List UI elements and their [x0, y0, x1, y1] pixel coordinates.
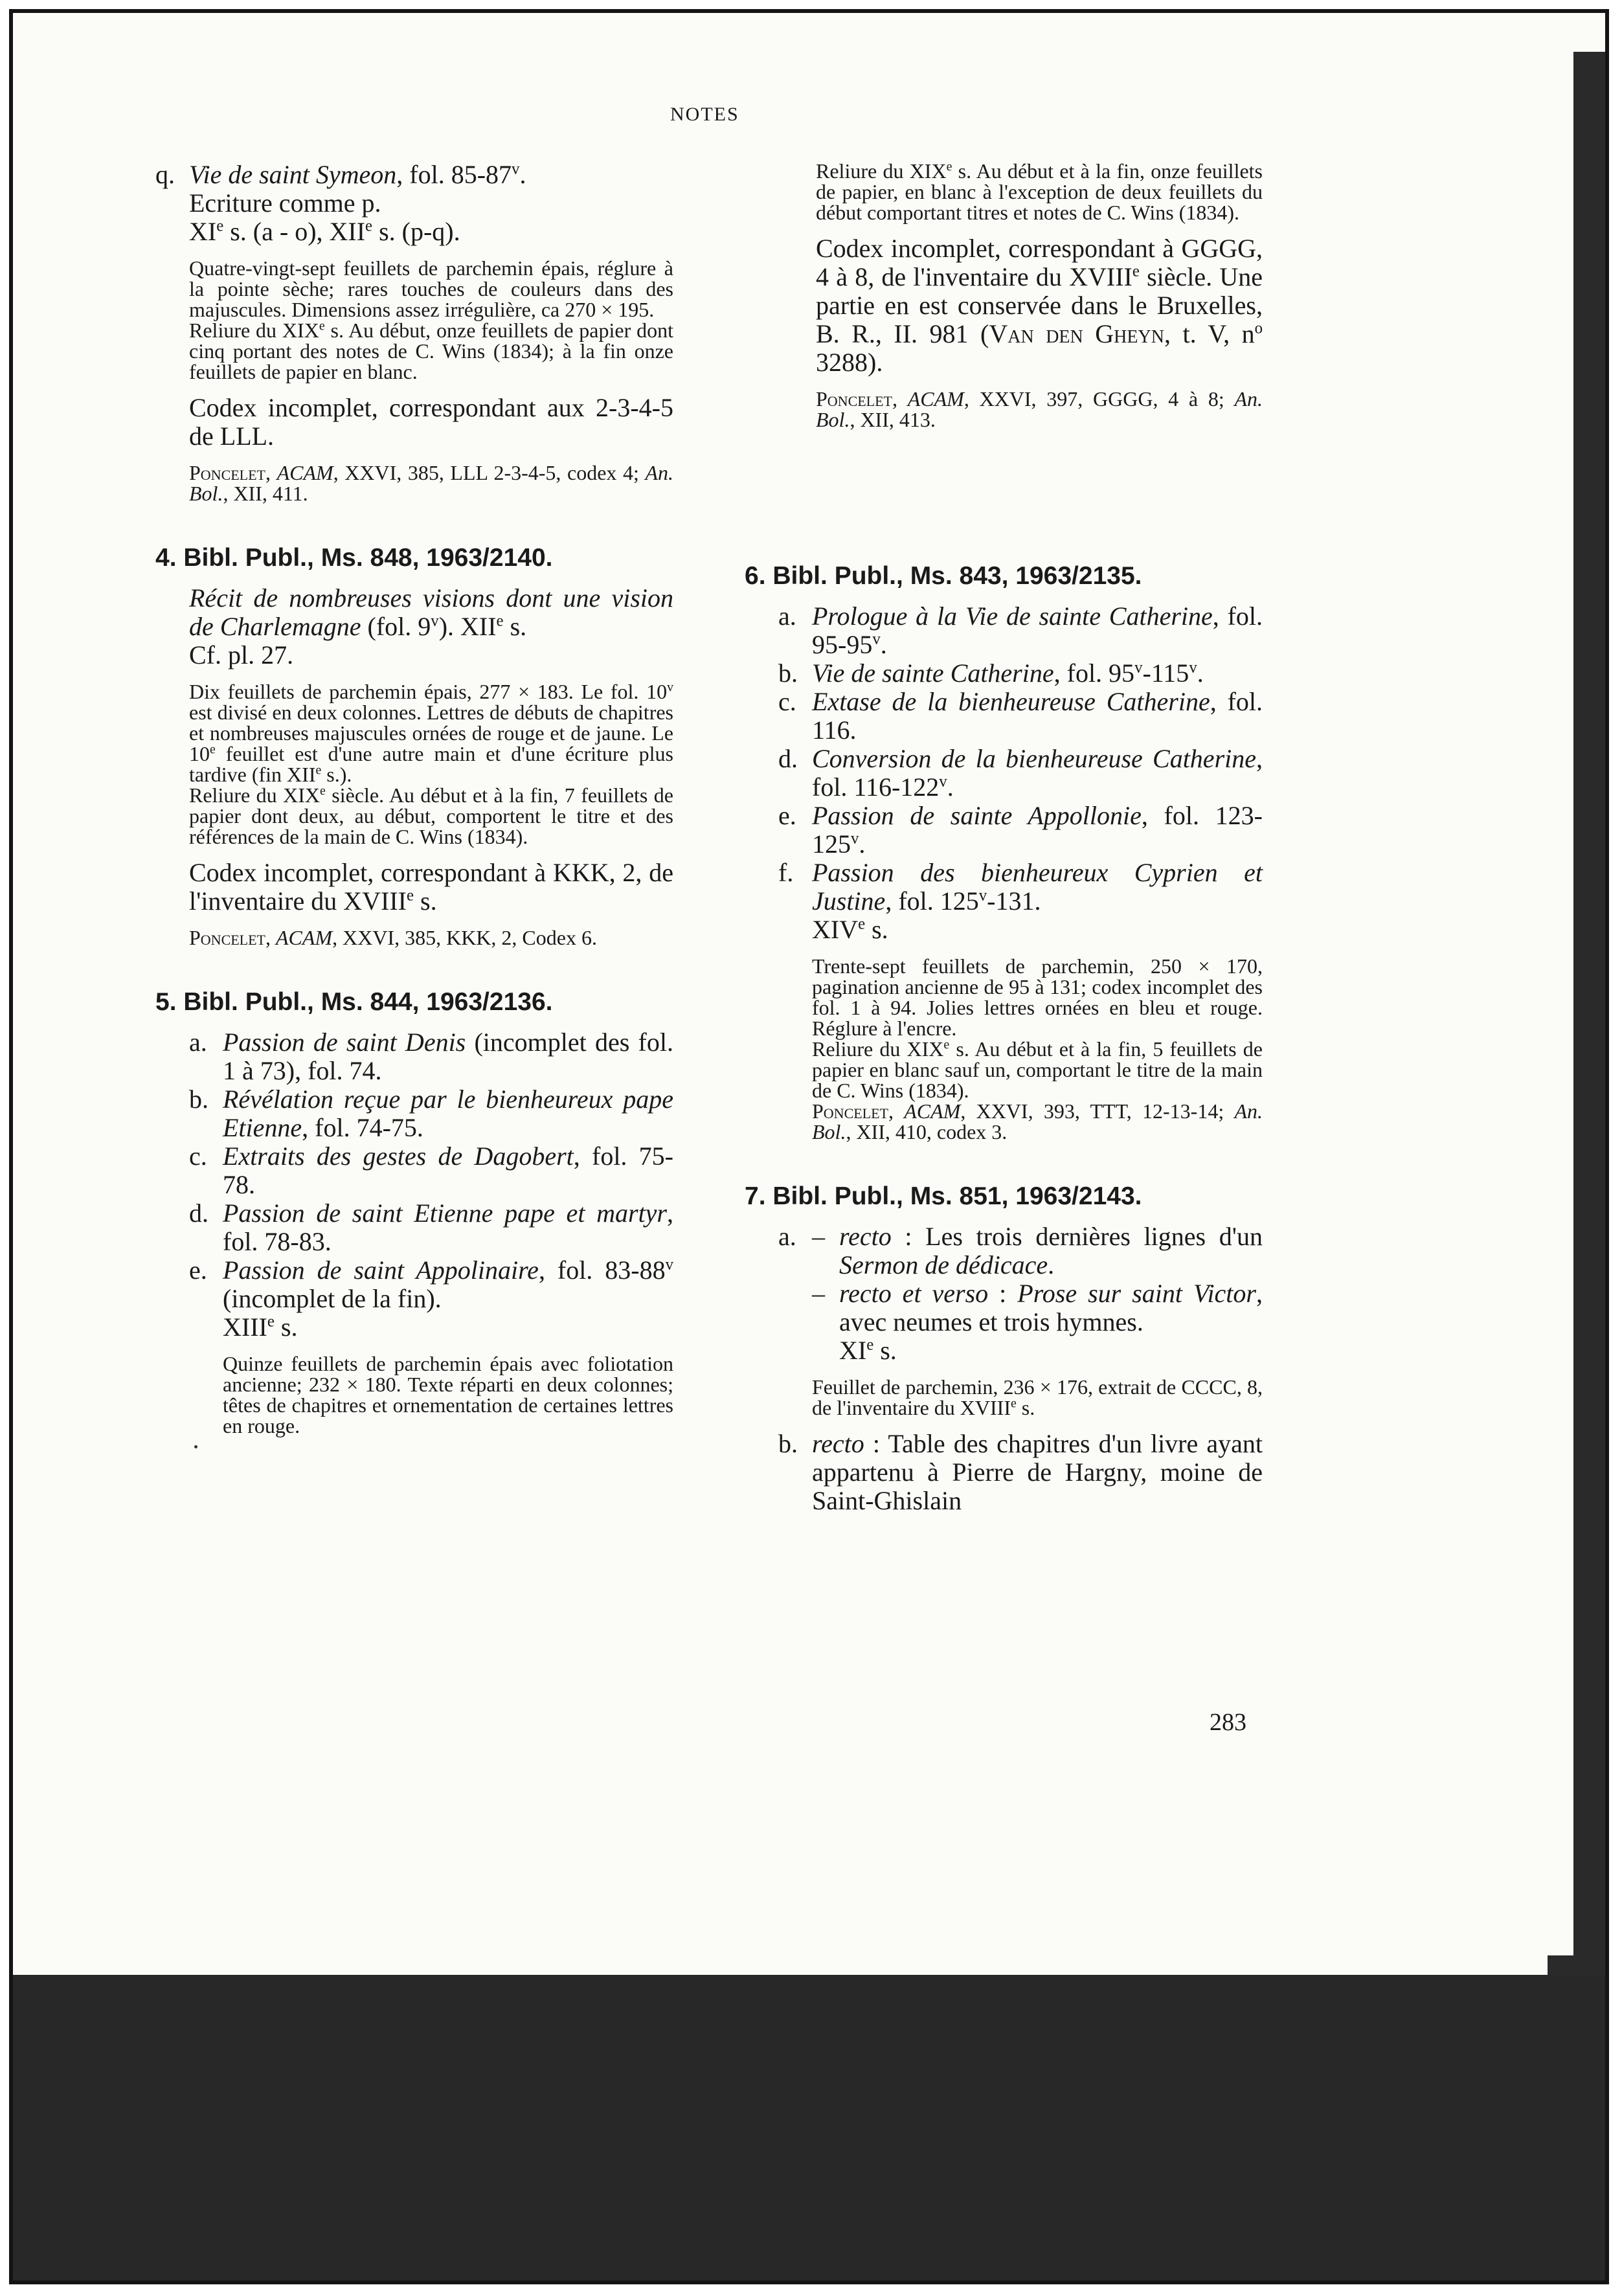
entry-6d: d. Conversion de la bienheureuse Catherine, fol. 116-122$^v$. — [778, 744, 1263, 802]
left-column — [155, 161, 673, 1436]
entry-7a-recto: – recto : Les trois dernières lignes d'un Sermon de dédicace. — [812, 1222, 1263, 1279]
entry-5e: e. Passion de saint Appolinaire, fol. 83-88$^v$ (incomplet de la fin). — [189, 1255, 673, 1313]
right-column — [745, 161, 1263, 430]
entry-5b: b. Révélation reçue par le bienheureux pape Etienne, fol. 74-75. — [189, 1085, 673, 1142]
script-note: Ecriture comme p. — [189, 188, 381, 218]
reference-5: Poncelet, ACAM, XXVI, 397, GGGG, 4 à 8; An. Bol., XII, 413. — [816, 387, 1263, 431]
entry-5a: a. Passion de saint Denis (incomplet des fol. 1 à 73), fol. 74. — [189, 1028, 673, 1085]
entry-6f: f. Passion des bienheureux Cyprien et Justine, fol. 125$^v$-131. — [778, 858, 1263, 916]
running-head: NOTES — [670, 104, 739, 125]
section-heading-6: 6. Bibl. Publ., Ms. 843, 1963/2135. — [745, 562, 1142, 590]
reference-1: Poncelet, ACAM, XXVI, 385, LLL 2-3-4-5, codex 4; An. Bol., XII, 411. — [189, 461, 674, 505]
codex-note-4: Codex incomplet, correspondant à KKK, 2, de l'inventaire du XVIIIe s. — [189, 858, 673, 916]
right-column-lower — [745, 562, 1263, 1515]
section-heading-4: 4. Bibl. Publ., Ms. 848, 1963/2140. — [155, 544, 553, 572]
entry-6e: e. Passion de sainte Appollonie, fol. 123-125$^v$. — [778, 801, 1263, 859]
scan-shadow-right — [1573, 52, 1609, 1994]
description-5: Quinze feuillets de parchemin épais avec foliotation ancienne; 232 × 180. Texte réparti en deux colonnes; têtes de chapitres et ornementation de certaines lettres en rouge. — [223, 1352, 673, 1437]
section-heading-5: 5. Bibl. Publ., Ms. 844, 1963/2136. — [155, 988, 553, 1016]
entry-6c: c. Extase de la bienheureuse Catherine, fol. 116. — [778, 687, 1263, 745]
section-6-date: XIVe s. — [812, 915, 888, 944]
entry-7a: a. – recto : Les trois dernières lignes d'un Sermon de dédicace. – recto et verso : Prose sur saint Victor, avec neumes et trois hymnes. — [778, 1222, 1263, 1336]
page-number: 283 — [1210, 1709, 1246, 1736]
ink-speck — [194, 1445, 197, 1448]
reliure-5: Reliure du XIXe s. Au début et à la fin, onze feuillets de papier, en blanc à l'exception de deux feuillets du début comportant titres et notes de C. Wins (1834). — [816, 159, 1263, 224]
entry-7b: b. recto : Table des chapitres d'un livre ayant appartenu à Pierre de Hargny, moine de Saint-Ghislain — [778, 1429, 1263, 1515]
codex-note-1: Codex incomplet, correspondant aux 2-3-4-5 de LLL. — [189, 393, 673, 451]
description-1: Quatre-vingt-sept feuillets de parchemin épais, réglure à la pointe sèche; rares touches de couleurs dans des majuscules. Dimensions assez irrégulière, ca 270 × 195. Reliure du XIXe s. Au début, onze feuillets de papier dont cinq portant des notes de C. Wins (1834); à la fin onze feuillets de papier en blanc. — [189, 256, 674, 383]
section-7-date: XIe s. — [839, 1336, 897, 1365]
description-6: Trente-sept feuillets de parchemin, 250 × 170, pagination ancienne de 95 à 131; codex incomplet des fol. 1 à 94. Jolies lettres ornées en bleu et rouge. Réglure à l'encre. Reliure du XIXe s. Au début et à la fin, 5 feuillets de papier en blanc sauf un, comportant le titre de la main de C. Wins (1834). Poncelet, ACAM, XXVI, 393, TTT, 12-13-14; An. Bol., XII, 410, codex 3. — [812, 954, 1263, 1143]
entry-q: q. Vie de saint Symeon, fol. 85-87$^v$. Ecriture comme p. — [155, 160, 526, 218]
reference-4: Poncelet, ACAM, XXVI, 385, KKK, 2, Codex 6. — [189, 926, 597, 949]
entry-6a: a. Prologue à la Vie de sainte Catherine, fol. 95-95$^v$. — [778, 602, 1263, 659]
entry-7a-recto-verso: – recto et verso : Prose sur saint Victor, avec neumes et trois hymnes. — [812, 1279, 1263, 1336]
section-4-content: Récit de nombreuses visions dont une vision de Charlemagne (fol. 9$^v$). XIIe s. Cf. pl. 27. — [189, 583, 673, 670]
entry-5d: d. Passion de saint Etienne pape et martyr, fol. 78-83. — [189, 1199, 673, 1256]
plate-reference: Cf. pl. 27. — [189, 640, 294, 670]
entry-5c: c. Extraits des gestes de Dagobert, fol. 75-78. — [189, 1142, 673, 1199]
codex-note-5: Codex incomplet, correspondant à GGGG, 4 à 8, de l'inventaire du XVIIIe siècle. Une partie en est conservée dans le Bruxelles, B. R., II. 981 (Van den Gheyn, t. V, $n^o$ 3288). — [816, 234, 1263, 377]
description-7: Feuillet de parchemin, 236 × 176, extrait de CCCC, 8, de l'inventaire du XVIIIe s. — [812, 1375, 1263, 1419]
description-4: Dix feuillets de parchemin épais, 277 × 183. Le fol. 10$^v$ est divisé en deux colonnes. Lettres de débuts de chapitres et nombreuses majuscules ornées de rouge et de jaune. Le 10e feuillet est d'une autre main et d'une écriture plus tardive (fin XIIe s.). Reliure du XIXe siècle. Au début et à la fin, 7 feuillets de papier dont deux, au début, comportent le titre et des références de la main de C. Wins (1834). — [189, 680, 673, 848]
section-heading-7: 7. Bibl. Publ., Ms. 851, 1963/2143. — [745, 1182, 1142, 1210]
scan-shadow-bottom — [13, 1975, 1609, 2284]
entry-6b: b. Vie de sainte Catherine, fol. 95$^v$-115$^v$. — [778, 658, 1204, 688]
section-5-date: XIIIe s. — [223, 1312, 298, 1342]
entry-q-date: XIe s. (a - o), XIIe s. (p-q). — [189, 217, 460, 246]
